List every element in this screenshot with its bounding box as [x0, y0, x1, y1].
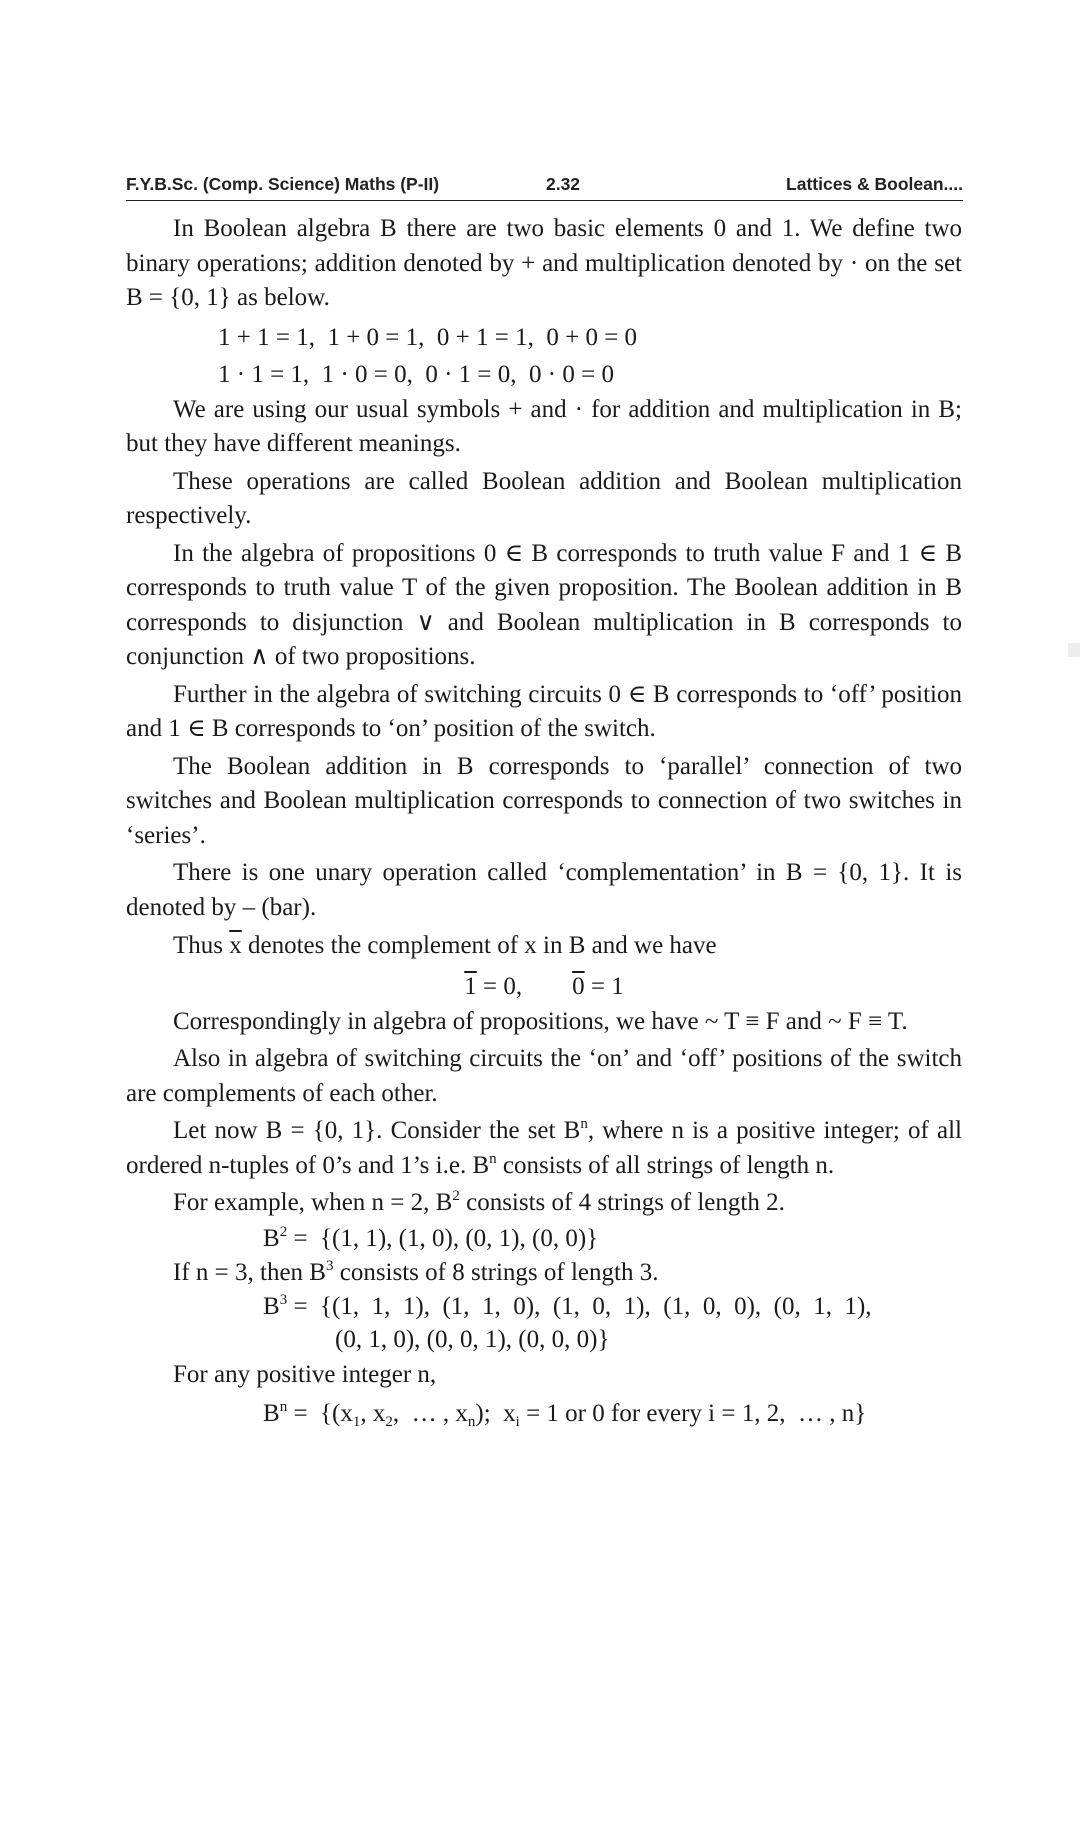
paragraph-boolean-elements: In Boolean algebra B there are two basic elements 0 and 1. We define two binary operations; addition denoted by + and multiplication denoted by · on the set B = {0, 1} as below. — [126, 215, 962, 311]
header-right-title: Lattices & Boolean.... — [786, 174, 963, 194]
equation-boolean-addition: 1 + 1 = 1, 1 + 0 = 1, 0 + 1 = 1, 0 + 0 = 0 — [218, 323, 638, 351]
page-body — [126, 212, 962, 1435]
paragraph-set-bn: Let now B = {0, 1}. Consider the set $B^n$, where n is a positive integer; of all ordered n-tuples of 0’s and 1’s i.e. $B^n$ consists of all strings of length n. — [126, 1116, 962, 1179]
paragraph-example-n3: If n = 3, then $B^3$ consists of 8 strings of length 3. — [173, 1257, 659, 1286]
one-bar: 1 — [464, 972, 477, 1000]
paragraph-propositions-negation: Correspondingly in algebra of propositions, we have ~ T ≡ F and ~ F ≡ T. — [173, 1007, 908, 1035]
paragraph-algebra-of-propositions: In the algebra of propositions 0 ∈ B corresponds to truth value F and 1 ∈ B corresponds to truth value T of the given proposition. The Boolean addition in B corresponds to disjunction ∨ and Boolean multiplication in B corresponds to conjunction ∧ of two propositions. — [126, 539, 962, 670]
equation-b2: $B^2 = \{(1$, 1), (1, 0), (0, 1), (0, 0)} — [263, 1223, 599, 1252]
equation-b3: $B^3 = \{(1$, 1, 1), (1, 1, 0), (1, 0, 1), (1, 0, 0), (0, 1, 1), (0, 1, 0), (0, 0, 1), (0, 0, 0)} — [263, 1292, 872, 1353]
page-header — [126, 170, 963, 201]
paragraph-any-n: For any positive integer n, — [173, 1361, 437, 1388]
paragraph-complement-definition: Thus $\overline{x}$ denotes the complement of x in B and we have — [173, 932, 717, 959]
paragraph-example-n2: For example, when n = 2, $B^2$ consists of 4 strings of length 2. — [173, 1188, 785, 1216]
equation-complements: 1 = 0, 0 = 1 — [464, 972, 624, 1000]
equation-boolean-multiplication: 1 · 1 = 1, 1 · 0 = 0, 0 · 1 = 0, 0 · 0 = 0 — [218, 360, 614, 388]
scan-artifact — [1068, 643, 1080, 657]
equation-bn: $B^n = \{(x_1$, $x_2$, … , $x_n$); $x_i = 1$ or 0 for every i = 1, 2, … , n} — [263, 1398, 867, 1430]
paragraph-switch-complements: Also in algebra of switching circuits the ‘on’ and ‘off’ positions of the switch are complements of each other. — [126, 1045, 962, 1107]
x-bar-symbol: $\overline{x}$ — [229, 932, 242, 959]
paragraph-complementation: There is one unary operation called ‘complementation’ in B = {0, 1}. It is denoted by – (bar). — [126, 859, 962, 921]
paragraph-operation-names: These operations are called Boolean addition and Boolean multiplication respectively. — [126, 467, 962, 529]
paragraph-parallel-series: The Boolean addition in B corresponds to ‘parallel’ connection of two switches and Boolean multiplication corresponds to connection of two switches in ‘series’. — [126, 752, 962, 849]
header-left-title: F.Y.B.Sc. (Comp. Science) Maths (P-II) — [126, 174, 440, 194]
page-number: 2.32 — [545, 174, 581, 194]
paragraph-usual-symbols: We are using our usual symbols + and · for addition and multiplication in B; but they have different meanings. — [126, 395, 962, 457]
paragraph-switching-circuits: Further in the algebra of switching circuits 0 ∈ B corresponds to ‘off’ position and 1 ∈ B corresponds to ‘on’ position of the switch. — [126, 680, 962, 742]
zero-bar: 0 — [572, 972, 585, 1000]
